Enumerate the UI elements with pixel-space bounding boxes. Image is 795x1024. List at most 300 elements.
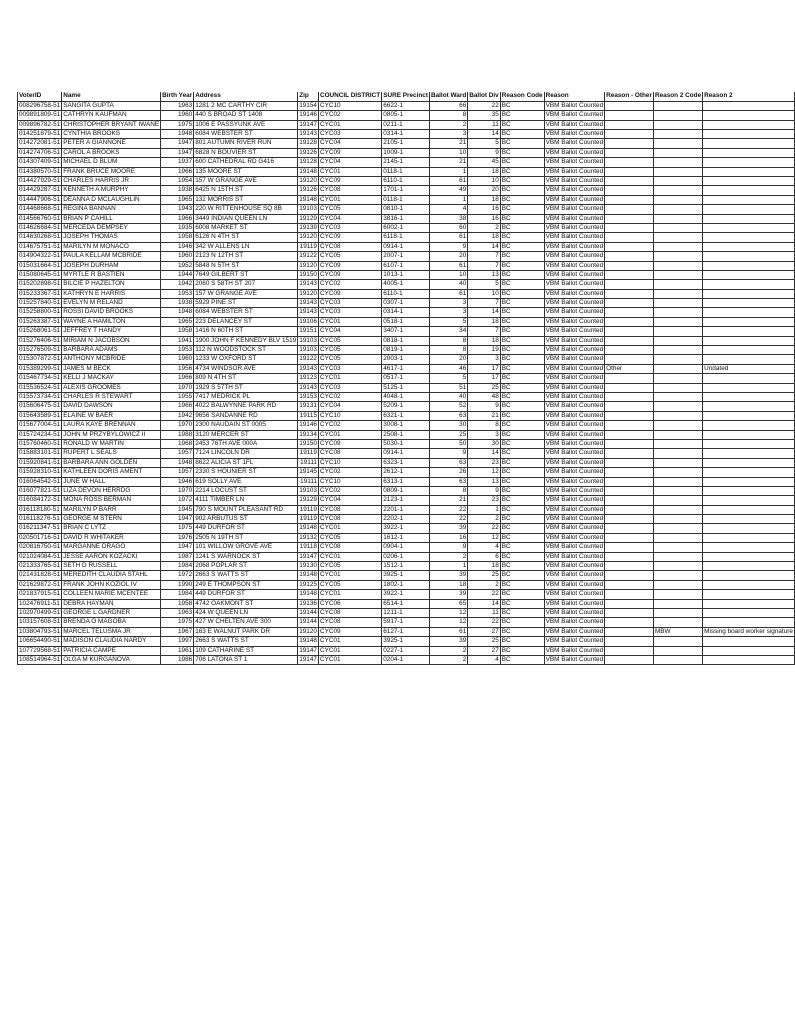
cell-reason2-code — [653, 177, 702, 186]
cell-ballot-div: 14 — [468, 308, 500, 317]
cell-reason-other — [605, 590, 654, 599]
cell-reason: VBM Ballot Counted — [545, 130, 604, 138]
table-row — [18, 120, 795, 129]
cell-zip: 19119 — [299, 242, 317, 250]
cell-birth-year: 1963 — [161, 608, 194, 617]
cell-voterid: 015677004-51 — [19, 421, 61, 429]
table-row — [18, 515, 795, 524]
cell-name: FRANK BRUCE MOORE — [62, 167, 161, 176]
cell-zip: 19143 — [299, 299, 317, 307]
cell-address: 3449 INDIAN QUEEN LN — [194, 214, 298, 223]
cell-address: 449 DURFOR ST — [194, 524, 298, 533]
cell-reason-other — [605, 402, 654, 411]
cell-sure-precinct: 6107-1 — [382, 261, 430, 270]
cell-reason-code: BC — [500, 486, 544, 495]
cell-reason: VBM Ballot Counted — [545, 233, 604, 241]
cell-name: MEREDITH CLAUDIA STAHL — [62, 571, 161, 580]
cell-ballot-ward: 63 — [429, 458, 467, 467]
cell-name: CYNTHIA BROOKS — [62, 130, 161, 139]
cell-reason-code: BC — [500, 655, 544, 664]
cell-sure-precinct: 3816-1 — [382, 214, 430, 223]
cell-reason-code: BC — [500, 242, 544, 251]
cell-reason2-code — [653, 364, 702, 373]
cell-reason2 — [703, 101, 795, 110]
cell-reason2-code — [653, 120, 702, 129]
cell-sure-precinct: 6118-1 — [382, 233, 430, 242]
col-header-reason-code: Reason Code — [500, 92, 544, 101]
cell-reason2: Missing board worker signature — [704, 627, 793, 635]
cell-ballot-div: 23 — [468, 496, 500, 505]
cell-ballot-div: 17 — [468, 364, 500, 373]
cell-address: 4111 TIMBER LN — [194, 496, 298, 505]
cell-ballot-ward: 1 — [429, 167, 467, 176]
cell-zip: 19106 — [299, 317, 317, 325]
cell-reason-other — [605, 383, 654, 392]
cell-address: 440 S BROAD ST 1408 — [194, 111, 298, 120]
cell-ballot-div: 25 — [468, 383, 500, 392]
cell-address: 1900 JOHN F KENNEDY BLV 1519 — [195, 336, 297, 344]
cell-sure-precinct: 2105-1 — [382, 139, 430, 148]
cell-voterid: 014251879-51 — [19, 130, 61, 138]
cell-reason-code: BC — [500, 148, 544, 157]
cell-name: JOHN M PRZYBYLOWICZ II — [62, 430, 161, 439]
cell-address: 6084 WEBSTER ST — [194, 308, 298, 317]
cell-reason: VBM Ballot Counted — [545, 524, 604, 532]
cell-address: 619 SOLLY AVE — [194, 477, 298, 486]
cell-birth-year: 1975 — [161, 618, 194, 627]
cell-name: MYRTLE R BASTIEN — [62, 270, 161, 279]
cell-ballot-div: 45 — [468, 158, 500, 167]
cell-zip: 19129 — [299, 214, 317, 222]
table-row — [18, 139, 795, 148]
cell-voterid: 015080645-51 — [19, 270, 61, 278]
cell-reason-code: BC — [500, 252, 544, 261]
cell-ballot-div: 9 — [468, 148, 500, 157]
cell-ballot-ward: 63 — [429, 477, 467, 486]
cell-reason-other — [605, 637, 654, 646]
cell-voterid: 020816750-51 — [19, 543, 61, 551]
cell-reason: VBM Ballot Counted — [545, 383, 604, 391]
cell-sure-precinct: 1612-1 — [382, 533, 430, 542]
cell-reason-other — [605, 449, 654, 458]
cell-council-district: CYC01 — [318, 637, 381, 646]
cell-reason: VBM Ballot Counted — [545, 411, 604, 419]
cell-address: 109 CATHARINE ST — [194, 646, 298, 655]
cell-sure-precinct: 0307-1 — [382, 299, 430, 308]
table-row — [18, 496, 795, 505]
cell-zip: 19131 — [299, 402, 317, 410]
cell-name: CHRISTOPHER BRYANT IWANE — [63, 120, 160, 128]
cell-ballot-ward: 21 — [429, 496, 467, 505]
cell-council-district: CYC05 — [318, 562, 381, 571]
cell-reason: VBM Ballot Counted — [545, 477, 604, 485]
cell-reason2-code — [653, 571, 702, 580]
cell-ballot-ward: 51 — [429, 383, 467, 392]
cell-birth-year: 1942 — [161, 280, 194, 289]
cell-birth-year: 1960 — [161, 111, 194, 120]
cell-voterid: 014468668-51 — [19, 205, 61, 213]
table-row — [18, 101, 795, 110]
cell-name: LIZA DEVON HERRDG — [62, 486, 161, 495]
cell-address: 1281 2 MC CARTHY CIR — [194, 101, 298, 110]
cell-voterid: 021837915-51 — [19, 590, 61, 598]
cell-ballot-div: 48 — [468, 393, 500, 402]
cell-council-district: CYC05 — [318, 533, 381, 542]
cell-ballot-ward: 10 — [429, 148, 467, 157]
cell-reason2-code — [653, 167, 702, 176]
cell-sure-precinct: 3922-1 — [382, 524, 430, 533]
cell-ballot-ward: 61 — [429, 233, 467, 242]
cell-voterid: 015276406-51 — [19, 336, 61, 344]
cell-reason: VBM Ballot Counted — [545, 627, 604, 635]
cell-reason2 — [703, 411, 795, 420]
cell-reason-other — [605, 430, 654, 439]
cell-birth-year: 1960 — [161, 252, 194, 261]
cell-reason-code: BC — [500, 608, 544, 617]
cell-ballot-ward: 49 — [429, 186, 467, 195]
cell-reason2 — [703, 242, 795, 251]
cell-reason2-code — [653, 562, 702, 571]
cell-reason-code: BC — [500, 223, 544, 232]
cell-reason2-code — [653, 289, 702, 298]
cell-reason2 — [703, 111, 795, 120]
cell-sure-precinct: 4005-1 — [382, 280, 430, 289]
cell-council-district: CYC01 — [318, 571, 381, 580]
cell-reason-other — [605, 158, 654, 167]
cell-voterid: 014447906-51 — [19, 195, 61, 203]
cell-council-district: CYC01 — [318, 167, 381, 176]
cell-reason: VBM Ballot Counted — [545, 139, 604, 147]
cell-name: PAULA KELLAM MCBRIDE — [62, 252, 161, 261]
cell-reason2-code — [653, 515, 702, 524]
cell-ballot-div: 7 — [468, 252, 500, 261]
cell-name: KATHLEEN DORIS AMENT — [62, 468, 161, 477]
cell-ballot-ward: 8 — [429, 111, 467, 120]
cell-zip: 19148 — [299, 195, 317, 203]
cell-ballot-ward: 25 — [429, 430, 467, 439]
cell-ballot-div: 11 — [468, 120, 500, 129]
cell-ballot-ward: 4 — [429, 205, 467, 214]
cell-address: 101 WILLOW GROVE AVE — [194, 543, 298, 552]
cell-reason-other — [605, 393, 654, 402]
cell-reason-other — [605, 280, 654, 289]
cell-zip: 19150 — [299, 439, 317, 447]
cell-council-district: CYC02 — [318, 111, 381, 120]
cell-ballot-div: 10 — [468, 289, 500, 298]
cell-reason: VBM Ballot Counted — [545, 270, 604, 278]
cell-zip: 19139 — [299, 223, 317, 231]
cell-reason: VBM Ballot Counted — [545, 590, 604, 598]
cell-reason-other — [605, 299, 654, 308]
cell-sure-precinct: 0118-1 — [382, 195, 430, 204]
cell-reason-code: BC — [500, 646, 544, 655]
table-row — [18, 167, 795, 176]
cell-name: BARBARA ANN GOLDEN — [62, 458, 161, 467]
cell-ballot-ward: 9 — [429, 242, 467, 251]
cell-ballot-ward: 50 — [429, 439, 467, 448]
cell-reason2-code — [653, 580, 702, 589]
table-row — [18, 618, 795, 627]
cell-ballot-ward: 2 — [429, 646, 467, 655]
cell-reason: VBM Ballot Counted — [545, 186, 604, 194]
cell-reason: VBM Ballot Counted — [545, 289, 604, 297]
table-row — [18, 477, 795, 486]
cell-address: 8622 ALICIA ST 1FL — [194, 458, 298, 467]
cell-sure-precinct: 6002-1 — [382, 223, 430, 232]
cell-zip: 19103 — [299, 336, 317, 344]
cell-reason2 — [703, 383, 795, 392]
cell-reason: VBM Ballot Counted — [545, 280, 604, 288]
table-row — [18, 486, 795, 495]
cell-voterid: 015760460-51 — [19, 439, 61, 447]
cell-address: 1241 S WARNOCK ST — [194, 552, 298, 561]
cell-ballot-ward: 30 — [429, 421, 467, 430]
cell-reason-code: BC — [500, 618, 544, 627]
cell-sure-precinct: 0518-1 — [382, 317, 430, 326]
cell-council-district: CYC08 — [318, 515, 381, 524]
cell-voterid: 015920841-51 — [19, 458, 61, 466]
col-header-sure-precinct: SURE Precinct — [382, 92, 430, 101]
cell-reason-other — [605, 327, 654, 336]
cell-reason2 — [703, 637, 795, 646]
cell-birth-year: 1955 — [161, 393, 194, 402]
cell-name: JAMES M BECK — [62, 364, 161, 373]
cell-name: OLGA M KURGANOVA — [62, 655, 161, 664]
cell-ballot-ward: 20 — [429, 355, 467, 364]
cell-council-district: CYC01 — [318, 430, 381, 439]
cell-reason-other — [605, 336, 654, 345]
cell-reason-code: BC — [500, 515, 544, 524]
cell-reason-other — [605, 515, 654, 524]
cell-address: 9656 SANDANNE RD — [194, 411, 298, 420]
cell-voterid: 015573734-51 — [19, 392, 61, 400]
cell-ballot-div: 19 — [468, 346, 500, 355]
cell-reason-other — [605, 627, 654, 636]
cell-reason-code: BC — [500, 571, 544, 580]
cell-reason2 — [703, 280, 795, 289]
cell-ballot-div: 22 — [468, 101, 500, 110]
cell-address: 4742 OAKMONT ST — [194, 599, 298, 608]
cell-reason2-code — [653, 308, 702, 317]
cell-reason: VBM Ballot Counted — [545, 505, 604, 513]
cell-address: 2453 76TH AVE 000A — [194, 439, 298, 448]
cell-ballot-div: 18 — [468, 195, 500, 204]
cell-council-district: CYC08 — [318, 505, 381, 514]
cell-reason: VBM Ballot Counted — [545, 308, 604, 316]
cell-name: BRIAN P CAHILL — [62, 214, 161, 223]
cell-ballot-div: 3 — [468, 430, 500, 439]
cell-reason2 — [703, 336, 795, 345]
cell-name: ROSSI DAVID BROOKS — [62, 308, 161, 317]
cell-reason2-code — [653, 355, 702, 364]
cell-reason2-code — [653, 130, 702, 139]
table-row — [18, 346, 795, 355]
cell-reason-code: BC — [500, 393, 544, 402]
cell-zip: 19143 — [299, 280, 317, 288]
cell-reason2 — [703, 393, 795, 402]
cell-birth-year: 1947 — [161, 543, 194, 552]
cell-ballot-div: 4 — [468, 655, 500, 664]
cell-sure-precinct: 0914-1 — [382, 242, 430, 251]
cell-council-district: CYC05 — [318, 336, 381, 345]
cell-reason2-code — [653, 449, 702, 458]
cell-name: BRENDA O MAGOBA — [62, 618, 161, 627]
cell-address: 6126 N 4TH ST — [194, 233, 298, 242]
cell-council-district: CYC04 — [318, 139, 381, 148]
cell-voterid: 016077821-51 — [19, 486, 61, 494]
cell-reason2-code — [653, 402, 702, 411]
cell-ballot-div: 12 — [468, 468, 500, 477]
cell-birth-year: 1953 — [161, 289, 194, 298]
cell-sure-precinct: 6127-1 — [382, 627, 430, 636]
cell-reason2-code — [653, 439, 702, 448]
cell-birth-year: 1956 — [161, 364, 194, 373]
cell-voterid: 015233367-51 — [19, 289, 61, 297]
cell-sure-precinct: 0810-1 — [382, 205, 430, 214]
cell-reason-code: BC — [500, 233, 544, 242]
cell-reason-other — [605, 252, 654, 261]
cell-birth-year: 1970 — [161, 421, 194, 430]
cell-ballot-ward: 3 — [429, 299, 467, 308]
cell-reason-other — [605, 618, 654, 627]
cell-sure-precinct: 6622-1 — [382, 101, 430, 110]
cell-reason2 — [703, 571, 795, 580]
voter-table — [17, 92, 795, 665]
cell-reason: VBM Ballot Counted — [545, 223, 604, 231]
cell-address: 135 MOORE ST — [194, 167, 298, 176]
cell-ballot-div: 14 — [468, 449, 500, 458]
cell-reason-other — [605, 505, 654, 514]
cell-reason2 — [703, 449, 795, 458]
cell-reason: VBM Ballot Counted — [545, 205, 604, 213]
cell-address: 342 W ALLENS LN — [194, 242, 298, 251]
table-row — [18, 421, 795, 430]
cell-birth-year: 1997 — [161, 637, 194, 646]
cell-address: 157 W GRANGE AVE — [194, 289, 298, 298]
cell-zip: 19120 — [299, 177, 317, 184]
cell-ballot-ward: 60 — [429, 223, 467, 232]
cell-reason2 — [703, 486, 795, 495]
cell-reason-other — [605, 477, 654, 486]
table-row — [18, 627, 795, 636]
cell-ballot-ward: 1 — [429, 195, 467, 204]
cell-birth-year: 1947 — [161, 515, 194, 524]
cell-ballot-ward: 18 — [429, 580, 467, 589]
cell-sure-precinct: 1211-1 — [382, 608, 430, 617]
cell-name: GEORGE L GARDNER — [62, 608, 161, 617]
cell-voterid: 103804793-51 — [19, 627, 61, 635]
cell-zip: 19143 — [299, 308, 317, 316]
cell-zip: 19151 — [299, 327, 317, 335]
cell-address: 1233 W OXFORD ST — [194, 355, 298, 364]
cell-reason2-code — [653, 233, 702, 242]
cell-sure-precinct: 5209-1 — [382, 402, 430, 411]
cell-reason2-code — [653, 477, 702, 486]
cell-reason2-code — [653, 317, 702, 326]
cell-address: 2663 S WATTS ST — [194, 637, 298, 646]
cell-address: 2505 N 19TH ST — [194, 533, 298, 542]
table-row — [18, 327, 795, 336]
table-row — [18, 393, 795, 402]
cell-zip: 19129 — [299, 496, 317, 504]
cell-sure-precinct: 2007-1 — [382, 252, 430, 261]
cell-reason2 — [703, 468, 795, 477]
cell-council-district: CYC03 — [318, 383, 381, 392]
cell-name: MARILYN M MONACO — [62, 242, 161, 251]
cell-ballot-ward: 40 — [429, 280, 467, 289]
cell-voterid: 021431828-51 — [19, 571, 61, 579]
cell-reason2-code — [653, 148, 702, 157]
cell-reason-other — [605, 355, 654, 364]
cell-reason2-code — [653, 139, 702, 148]
cell-council-district: CYC10 — [318, 411, 381, 420]
cell-birth-year: 1947 — [161, 148, 194, 157]
table-row — [18, 533, 795, 542]
cell-ballot-ward: 8 — [429, 486, 467, 495]
cell-birth-year: 1984 — [161, 590, 194, 599]
cell-reason-code: BC — [500, 627, 544, 636]
cell-voterid: 014675751-51 — [19, 242, 61, 250]
table-row — [18, 543, 795, 552]
cell-address: 223 DELANCEY ST — [194, 317, 298, 326]
cell-birth-year: 1990 — [161, 580, 194, 589]
cell-name: CHARLES HARRIS JR — [62, 177, 161, 186]
cell-reason-other — [605, 486, 654, 495]
table-row — [18, 148, 795, 157]
cell-ballot-div: 12 — [468, 533, 500, 542]
cell-name: JOSEPH THOMAS — [62, 233, 161, 242]
cell-ballot-ward: 22 — [429, 505, 467, 514]
cell-reason-other — [605, 167, 654, 176]
cell-sure-precinct: 0517-1 — [382, 374, 430, 383]
cell-reason-code: BC — [500, 299, 544, 308]
cell-birth-year: 1968 — [161, 439, 194, 448]
table-row — [18, 158, 795, 167]
cell-reason-other — [605, 533, 654, 542]
cell-name: WAYNE A HAMILTON — [62, 317, 161, 326]
cell-name: MONA ROSS BERMAN — [62, 496, 161, 505]
cell-reason2 — [703, 233, 795, 242]
col-header-council-district: COUNCIL DISTRICT — [318, 92, 381, 101]
cell-birth-year: 1986 — [161, 655, 194, 664]
cell-zip: 19103 — [299, 346, 317, 354]
cell-birth-year: 1948 — [161, 130, 194, 139]
table-row — [18, 571, 795, 580]
col-header-reason-other: Reason - Other — [605, 92, 654, 101]
cell-sure-precinct: 0211-1 — [382, 120, 430, 129]
cell-reason2-code — [653, 346, 702, 355]
col-header-ballot-div: Ballot Div — [468, 92, 500, 101]
cell-council-district: CYC01 — [318, 374, 381, 383]
cell-birth-year: 1935 — [161, 223, 194, 232]
cell-voterid: 014307409-51 — [19, 158, 61, 166]
cell-reason2-code: MBW — [653, 627, 702, 636]
cell-zip: 19147 — [299, 646, 317, 654]
cell-council-district: CYC08 — [318, 543, 381, 552]
cell-council-district: CYC02 — [318, 280, 381, 289]
cell-ballot-div: 7 — [468, 299, 500, 308]
cell-zip: 19148 — [299, 637, 317, 645]
cell-reason2-code — [653, 599, 702, 608]
cell-reason: VBM Ballot Counted — [545, 167, 604, 175]
cell-birth-year: 1958 — [161, 599, 194, 608]
cell-sure-precinct: 3407-1 — [382, 327, 430, 336]
cell-ballot-div: 18 — [468, 167, 500, 176]
table-row — [18, 449, 795, 458]
cell-council-district: CYC09 — [318, 261, 381, 270]
cell-reason-other — [605, 468, 654, 477]
cell-council-district: CYC01 — [318, 655, 381, 664]
